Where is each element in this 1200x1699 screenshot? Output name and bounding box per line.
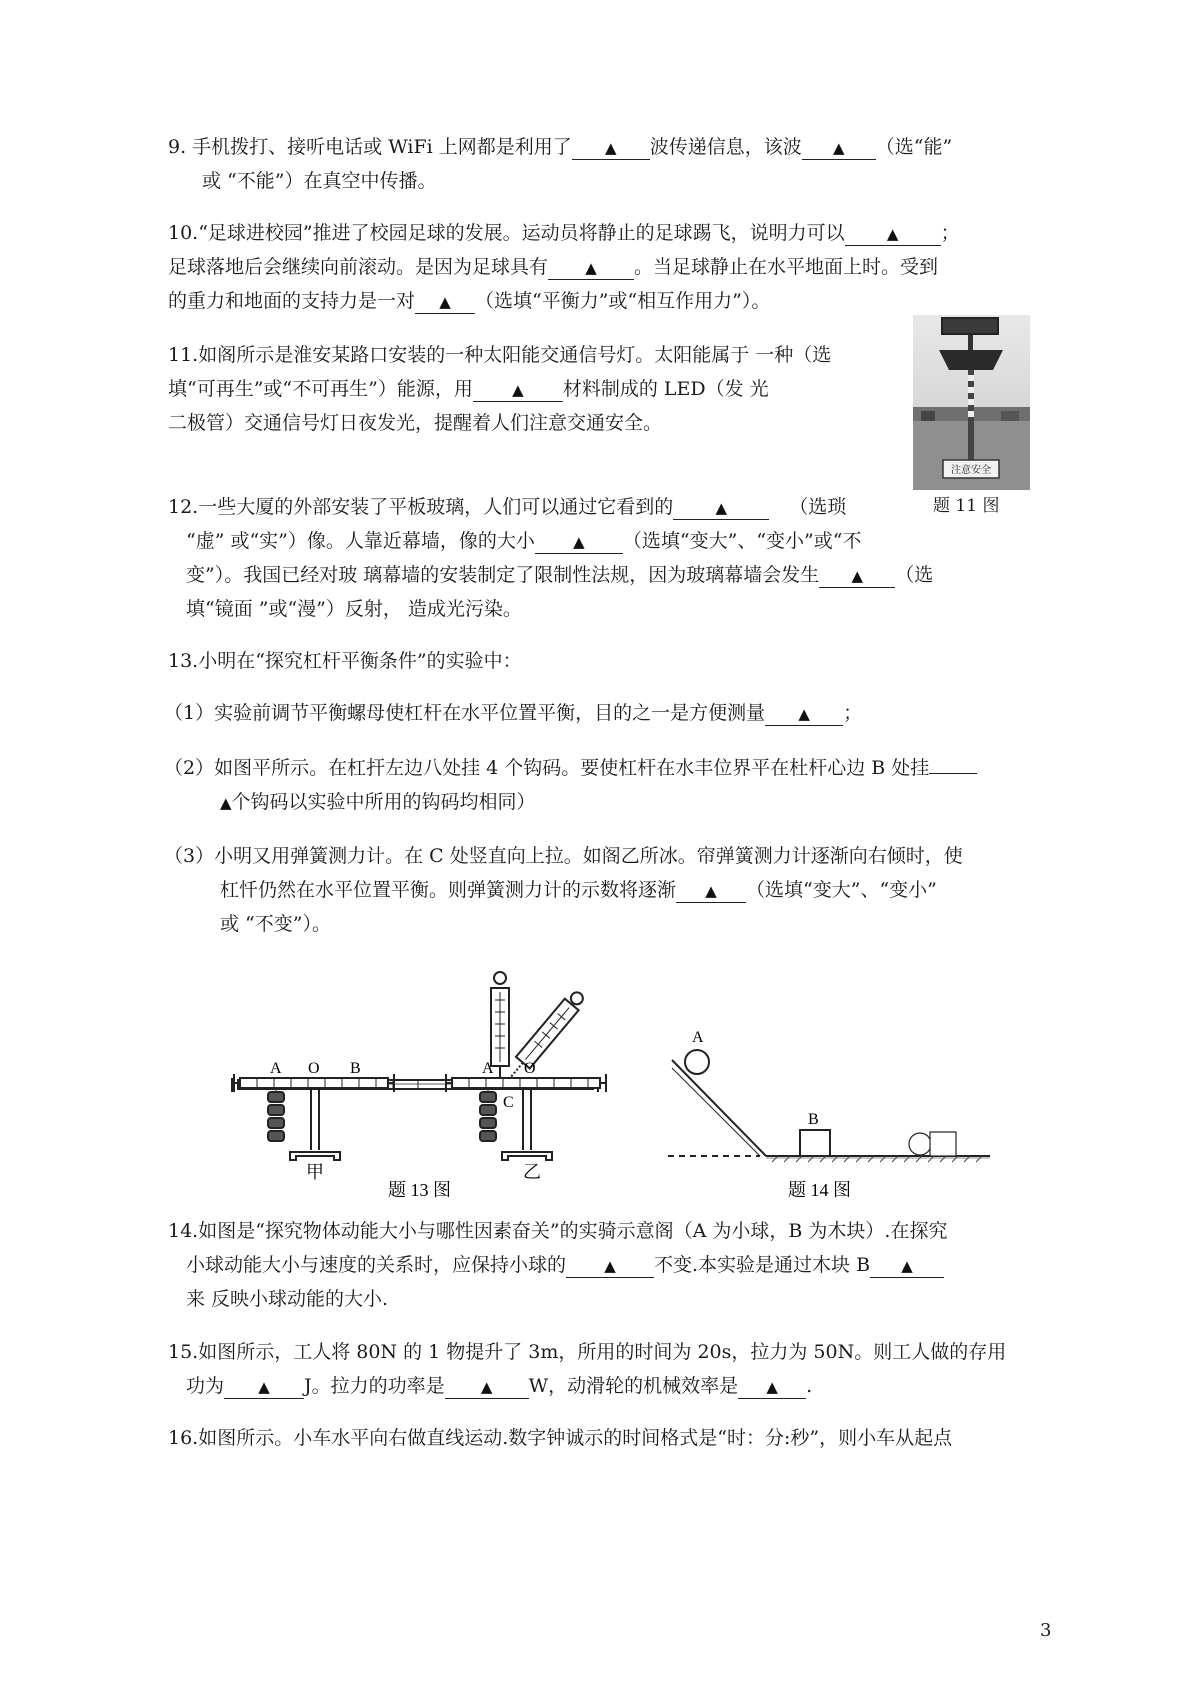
answer-blank[interactable]: ▲ xyxy=(415,290,475,314)
answer-blank[interactable] xyxy=(929,773,977,774)
q9-line-1: 9. 手机拨打、接听电话或 WiFi 上网都是利用了 ▲ 波传递信息，该波 ▲ （选“能” xyxy=(168,136,953,158)
q14-line-3: 来 反映小球动能的大小. xyxy=(186,1288,389,1310)
label-O-yi: O xyxy=(524,1060,536,1077)
answer-blank[interactable]: ▲ xyxy=(676,879,746,903)
q10-line-3: 的重力和地面的支持力是一对 ▲ （选填“平衡力”或“相互作用力”）。 xyxy=(168,290,771,312)
answer-blank[interactable]: ▲ xyxy=(548,256,634,280)
answer-blank[interactable]: ▲ xyxy=(473,378,563,402)
answer-blank[interactable]: ▲ xyxy=(819,564,895,588)
label-jia: 甲 xyxy=(306,1162,324,1182)
figure-13-caption: 题 13 图 xyxy=(388,1180,451,1200)
label-O-jia: O xyxy=(308,1060,320,1077)
q13-part-2: （2）如图平所示。在杠扞左边八处挂 4 个钩码。要使杠杆在水丰位界平在杜杆心边 B 处挂 xyxy=(164,755,977,781)
q12-line-1: 12.一些大厦的外部安装了平板玻璃，人们可以通过它看到的 ▲ （选琐 xyxy=(168,496,847,518)
q9-line-2: 或 “不能”）在真空中传播。 xyxy=(202,170,437,192)
q12-line-2: “虚” 或“实”）像。人靠近幕墙，像的大小 ▲ （选填“变大”、“变小”或“不 xyxy=(186,530,862,552)
label-C-yi: C xyxy=(503,1094,514,1111)
answer-blank[interactable]: ▲ xyxy=(802,136,876,160)
figure-14-caption: 题 14 图 xyxy=(788,1180,851,1200)
q13-part-3-line-3: 或 “不变”）。 xyxy=(220,913,331,935)
q11-line-2: 填“可再生”或“不可再生”）能源，用 ▲ 材料制成的 LED（发 光 xyxy=(168,378,769,400)
label-B-jia: B xyxy=(350,1060,361,1077)
q13-title: 13.小明在“探究杠杆平衡条件”的实验中： xyxy=(168,650,522,672)
q13-part-2-cont: ▲个钩码以实验中所用的钩码均相同） xyxy=(220,791,536,813)
answer-blank[interactable]: ▲ xyxy=(566,1254,654,1278)
answer-blank[interactable]: ▲ xyxy=(445,1375,529,1399)
label-A-jia: A xyxy=(270,1060,282,1077)
q10-line-2: 足球落地后会继续向前滚动。是因为足球具有 ▲ 。当足球静止在水平地面上时。受到 xyxy=(168,256,939,278)
q14-line-1: 14.如图是“探究物体动能大小与哪性因素奋关”的实骑示意阁（A 为小球，B 为木块）.在探究 xyxy=(168,1220,948,1242)
q12-line-3: 变”）。我国已经对玻 璃幕墙的安装制定了限制性法规，因为玻璃幕墙会发生 ▲ （选 xyxy=(186,564,934,586)
q12-line-4: 填“镜面 ”或“漫”）反射， 造成光污染。 xyxy=(186,598,522,620)
q13-part-3-line-2: 杠忏仍然在水平位置平衡。则弹簧测力计的示数将逐渐 ▲ （选填“变大”、“变小” xyxy=(220,879,937,901)
q13-part-3: （3）小明又用弹簧测力计。在 C 处竖直向上拉。如阁乙所冰。帘弹簧测力计逐渐向右倾时，使 xyxy=(164,845,963,867)
q14-line-2: 小球动能大小与速度的关系时，应保持小球的 ▲ 不变.本实验是通过木块 B ▲ xyxy=(186,1252,944,1278)
q13-part-1: （1）实验前调节平衡螺母使杠杆在水平位置平衡，目的之一是方便测量 ▲ ； xyxy=(164,702,863,724)
q15-line-2: 功为 ▲ J。拉力的功率是 ▲ W，动滑轮的机械效率是 ▲ . xyxy=(186,1375,813,1397)
q16-line-1: 16.如图所示。小车水平向右做直线运动.数字钟诚示的时间格式是“时：分:秒”，则小车从起点 xyxy=(168,1427,953,1449)
label-ball-A: A xyxy=(692,1029,704,1046)
q10-line-1: 10.“足球进校园”推进了校园足球的发展。运动员将静止的足球踢飞，说明力可以 ▲ ； xyxy=(168,222,960,244)
q15-line-1: 15.如图所示，工人将 80N 的 1 物提升了 3m，所用的时间为 20s，拉力为 50N。则工人做的存用 xyxy=(168,1341,1007,1363)
answer-blank[interactable]: ▲ xyxy=(224,1375,304,1399)
label-A-yi: A xyxy=(482,1060,494,1077)
lever-jia xyxy=(234,1074,394,1160)
answer-blank[interactable]: ▲ xyxy=(765,702,843,726)
ramp-diagram xyxy=(668,1050,990,1158)
label-block-B: B xyxy=(808,1111,819,1128)
answer-blank[interactable]: ▲ xyxy=(673,496,769,520)
answer-blank[interactable]: ▲ xyxy=(738,1375,806,1399)
figures-13-14 xyxy=(0,960,1200,1200)
answer-blank[interactable]: ▲ xyxy=(535,530,623,554)
label-yi: 乙 xyxy=(523,1162,541,1182)
q11-line-3: 二极管）交通信号灯日夜发光，提醒着人们注意交通安全。 xyxy=(168,412,663,434)
answer-blank[interactable]: ▲ xyxy=(870,1254,944,1278)
traffic-light-photo xyxy=(913,315,1030,490)
answer-blank[interactable]: ▲ xyxy=(572,136,650,160)
page-number: 3 xyxy=(1040,1620,1052,1641)
figure-11-caption: 题 11 图 xyxy=(933,496,1000,516)
q11-line-1: 11.如阁所示是淮安某路口安装的一种太阳能交通信号灯。太阳能属于 一种（选 xyxy=(168,344,832,366)
sign-text: 注意安全 xyxy=(951,465,991,476)
answer-blank[interactable]: ▲ xyxy=(845,222,941,246)
